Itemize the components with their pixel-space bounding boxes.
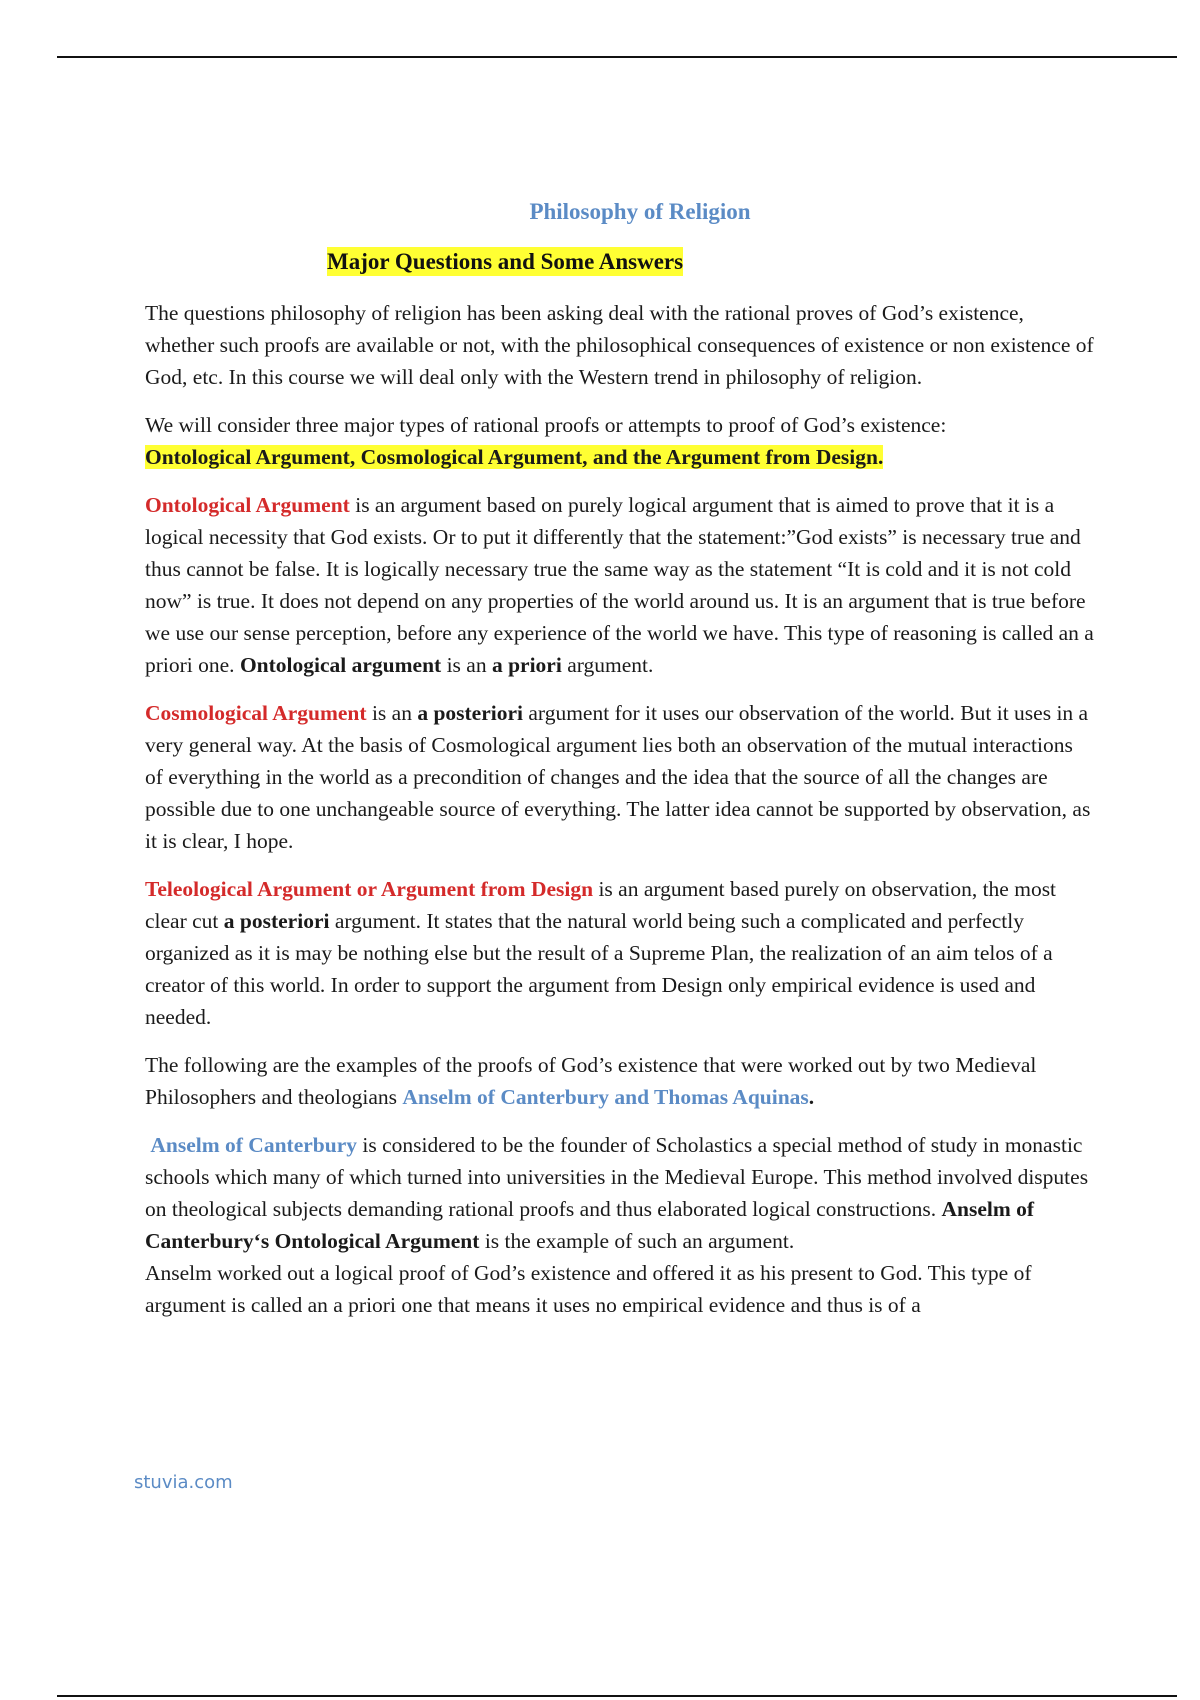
anselm-argument-bold: Anselm of Canterbury‘s Ontological Argument [145, 1197, 1035, 1253]
top-rule [57, 56, 1177, 58]
philosopher-names: Anselm of Canterbury and Thomas Aquinas [402, 1085, 809, 1109]
stuvia-watermark: stuvia.com [134, 1472, 233, 1493]
document-title: Philosophy of Religion [529, 199, 751, 224]
anselm-text-2: is the example of such an argument. [479, 1229, 795, 1253]
ontological-bold: Ontological argument [239, 653, 442, 677]
anselm-text: is considered to be the founder of Scholastics a special method of study in monastic schools which many of which turned into universities in the Medieval Europe. This method involved disputes on theological subjects demanding rational proofs and thus elaborated logical constructions. [145, 1133, 1089, 1221]
name-anselm: Anselm of Canterbury [150, 1133, 357, 1157]
paragraph-examples [145, 1049, 1095, 1113]
subtitle-line [327, 246, 1095, 281]
term-teleological: Teleological Argument or Argument from Design [145, 877, 594, 901]
paragraph-anselm [145, 1129, 1095, 1257]
ontological-text: is an argument based on purely logical argument that is aimed to prove that it is a logical necessity that God exists. Or to put it differently that the statement:”God exists” is necessary true and thus cannot be false. It is logically necessary true the same way as the statement “It is cold and it is not cold now” is true. It does not depend on any properties of the world around us. It is an argument that is true before we use our sense perception, before any experience of the world we have. This type of reasoning is called an a priori one. [145, 493, 1094, 677]
term-ontological: Ontological Argument [145, 493, 350, 517]
paragraph-cosmological [145, 697, 1095, 857]
examples-text: The following are the examples of the proofs of God’s existence that were worked out by two Medieval Philosophers and theologians [145, 1053, 1037, 1109]
a-posteriori-bold: a posteriori [417, 701, 524, 725]
a-posteriori-bold-2: a posteriori [223, 909, 330, 933]
cosmological-text-2: argument for it uses our observation of the world. But it uses in a very general way. At the basis of Cosmological argument lies both an observation of the mutual interactions of everything in the world as a precondition of changes and the idea that the source of all the changes are possible due to one unchangeable source of everything. The latter idea cannot be supported by observation, as it is clear, I hope. [145, 701, 1091, 853]
bottom-rule [57, 1695, 1177, 1697]
document-subtitle: Major Questions and Some Answers [327, 249, 684, 274]
three-types-text: We will consider three major types of rational proofs or attempts to proof of God’s existence: [145, 413, 947, 437]
three-types-highlight: Ontological Argument, Cosmological Argument, and the Argument from Design. [145, 445, 884, 469]
paragraph-anselm-proof: Anselm worked out a logical proof of God’s existence and offered it as his present to God. This type of argument is called an a priori one that means it uses no empirical evidence and thus is of a [145, 1261, 1032, 1317]
ontological-text-2: is an [441, 653, 492, 677]
examples-end: . [808, 1085, 815, 1109]
paragraph-three-types [145, 409, 1095, 473]
ontological-text-3: argument. [561, 653, 654, 677]
cosmological-text: is an [366, 701, 418, 725]
teleological-text-2: argument. It states that the natural world being such a complicated and perfectly organized as it is may be nothing else but the result of a Supreme Plan, the realization of an aim telos of a creator of this world. In order to support the argument from Design only empirical evidence is used and needed. [145, 909, 1053, 1029]
a-priori-bold: a priori [491, 653, 562, 677]
teleological-text: is an argument based purely on observation, the most clear cut [145, 877, 1057, 933]
document-body [145, 190, 1095, 1321]
paragraph-ontological [145, 489, 1095, 681]
paragraph-intro: The questions philosophy of religion has been asking deal with the rational proves of God’s existence, whether such proofs are available or not, with the philosophical consequences of existence or non existence of God, etc. In this course we will deal only with the Western trend in philosophy of religion. [145, 301, 1094, 389]
paragraph-teleological [145, 873, 1095, 1033]
term-cosmological: Cosmological Argument [145, 701, 367, 725]
